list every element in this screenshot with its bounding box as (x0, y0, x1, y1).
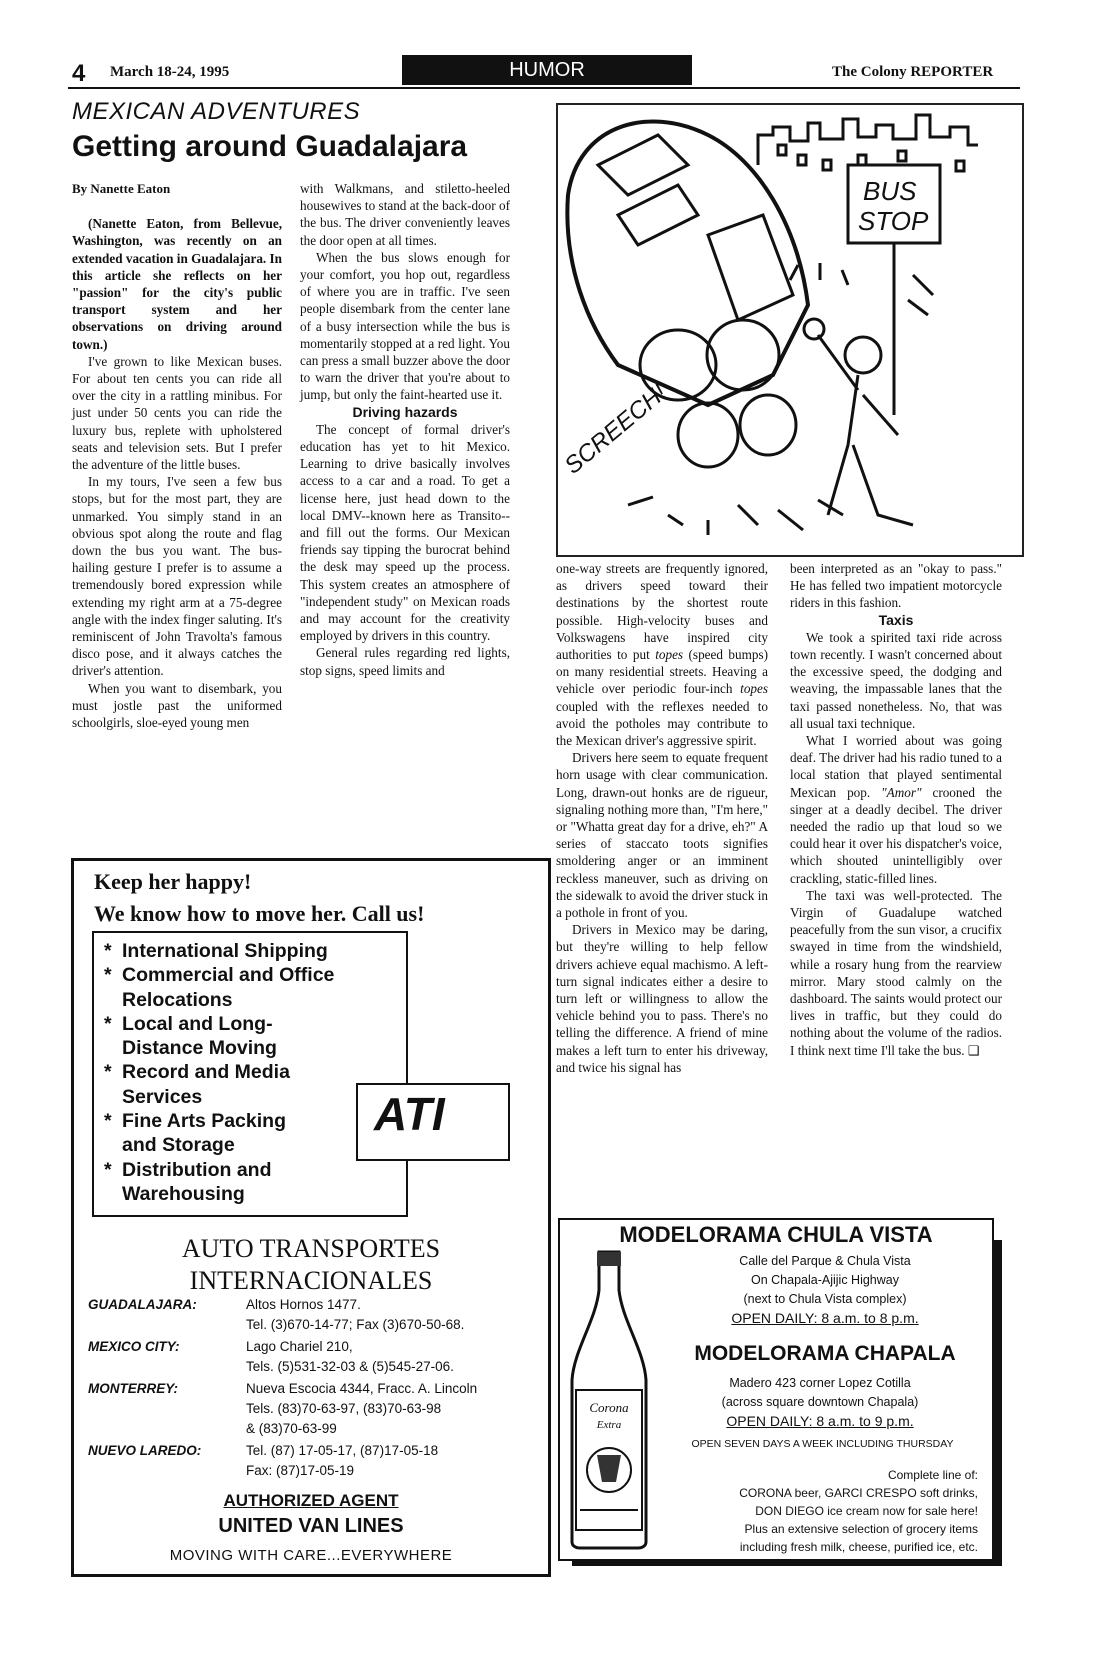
article-paragraph: General rules regarding red lights, stop signs, speed limits and (300, 645, 510, 678)
article-paragraph: When you want to disembark, you must jostle past the uniformed schoolgirls, sloe-eyed young men (72, 680, 282, 731)
open-note: OPEN SEVEN DAYS A WEEK INCLUDING THURSDAY (691, 1438, 954, 1450)
service-item (100, 988, 334, 1012)
service-continuation: and Storage (122, 1134, 235, 1157)
service-item: * Record and Media (100, 1060, 334, 1084)
amor-quote: "Amor" (881, 784, 922, 800)
products-line: DON DIEGO ice cream now for sale here! (755, 1504, 978, 1518)
ati-logo: ATI (374, 1088, 445, 1140)
office-line: Tel. (3)670-14-77; Fax (3)670-50-68. (246, 1317, 465, 1332)
ati-slogan: MOVING WITH CARE...EVERYWHERE (169, 1547, 453, 1564)
store1-hours: OPEN DAILY: 8 a.m. to 8 p.m. (731, 1310, 919, 1326)
article-paragraph: been interpreted as an "okay to pass." He has felled two impatient motorcycle riders in this fashion. (790, 561, 1002, 611)
bottle-label-extra: Extra (596, 1419, 622, 1431)
article-paragraph: We took a spirited taxi ride across town recently. I wasn't concerned about the excessive speed, the dodging and weaving, the impassable lanes that the taxi passed nonetheless. No, that was all usual taxi technique. (790, 629, 1002, 731)
service-item: * Distribution and (100, 1158, 334, 1182)
office-line: Lago Chariel 210, (246, 1339, 353, 1354)
text-span: crooned the singer at a deadly decibel. The driver needed the radio up that loud so we could hear it over his dispatcher's voice, which shouted unintelligibly over crackling, static-filled lines. (790, 784, 1002, 886)
end-mark-icon: ❑ (967, 1042, 980, 1058)
issue-date: March 18-24, 1995 (110, 64, 230, 80)
office-city: NUEVO LAREDO: (88, 1443, 202, 1458)
text-span: one-way streets are frequently ignored, as drivers speed toward their destinations by the shortest route possible. High-velocity buses and Volkswagens have inspired city authorities to put (556, 561, 768, 663)
article-paragraph: In my tours, I've seen a few bus stops, but for the most part, they are unmarked. You simply stand in an obvious spot along the route and flag down the bus you want. The bus-hailing gesture I prefer is to assume a tremendously bored expression while extending my right arm at a 75-degree angle with the index finger saluting. It's reminiscent of John Travolta's famous disco pose, and it always catches the driver's attention. (72, 474, 282, 679)
store1-address-1: Calle del Parque & Chula Vista (739, 1254, 911, 1268)
modelorama-advertisement (558, 1218, 994, 1561)
corona-bottle-illustration (566, 1250, 652, 1550)
service-continuation: Warehousing (122, 1182, 245, 1205)
article-paragraph: Drivers in Mexico may be daring, but they're willing to help fellow drivers achieve equal machismo. A left-turn signal indicates either a desire to turn left or willingness to allow the vehicle behind you to pass. There's no telling the difference. A friend of mine makes a left turn to enter his driveway, and twice his signal has (556, 922, 768, 1075)
office-line: Fax: (87)17-05-19 (246, 1463, 355, 1478)
store2-name: MODELORAMA CHAPALA (694, 1342, 956, 1365)
service-item (100, 1036, 334, 1060)
service-continuation: Distance Moving (122, 1037, 277, 1060)
ati-agent-name: UNITED VAN LINES (218, 1515, 404, 1537)
office-city: MONTERREY: (88, 1381, 179, 1396)
topes-term: topes (655, 647, 684, 663)
store1-address-2: On Chapala-Ajijic Highway (751, 1273, 899, 1287)
article-paragraph: with Walkmans, and stiletto-heeled housewives to stand at the back-door of the bus. The driver conveniently leaves the door open at all times. (300, 181, 510, 248)
service-item: * International Shipping (100, 939, 334, 963)
article-paragraph (556, 560, 768, 749)
article-column-1 (72, 180, 282, 731)
ati-advertisement (71, 858, 551, 1577)
office-line: Altos Hornos 1477. (246, 1297, 361, 1312)
store1-name: MODELORAMA CHULA VISTA (619, 1222, 933, 1247)
service-continuation: Services (122, 1085, 203, 1108)
bus-stop-sign-line1: BUS (863, 176, 917, 206)
office-line: & (83)70-63-99 (246, 1421, 337, 1436)
service-continuation: Relocations (122, 988, 233, 1011)
topes-term: topes (740, 681, 768, 697)
service-item (100, 1085, 334, 1109)
article-column-3 (556, 560, 768, 1076)
article-headline: Getting around Guadalajara (72, 130, 468, 163)
ati-tagline-2: We know how to move her. Call us! (94, 901, 425, 926)
byline: By Nanette Eaton (72, 181, 171, 196)
article-intro: (Nanette Eaton, from Bellevue, Washington, was recently on an extended vacation in Guadalajara. In this article she reflects on her "passion" for the city's public transport system and her observations on driving around town.) (72, 216, 282, 352)
products-line: Plus an extensive selection of grocery items (744, 1522, 978, 1536)
text-span: (speed bumps) on many residential streets. Heaving a vehicle over periodic four-inch (556, 647, 768, 697)
ati-company-line-2: INTERNACIONALES (189, 1266, 433, 1295)
bus-stop-sign-line2: STOP (858, 206, 929, 236)
ati-services-box (92, 931, 408, 1217)
store2-hours: OPEN DAILY: 8 a.m. to 9 p.m. (726, 1413, 914, 1429)
ati-services-list (100, 939, 334, 1206)
products-line: including fresh milk, cheese, purified ice, etc. (739, 1540, 978, 1554)
store2-address-1: Madero 423 corner Lopez Cotilla (729, 1376, 911, 1390)
office-line: Tel. (87) 17-05-17, (87)17-05-18 (246, 1443, 439, 1458)
products-line: Complete line of: (887, 1468, 978, 1482)
service-item: * Commercial and Office (100, 963, 334, 987)
article-paragraph: I've grown to like Mexican buses. For about ten cents you can ride all over the city in a rattling minibus. For just under 50 cents you can ride the luxury bus, replete with upholstered seats and television sets. But I prefer the adventure of the little buses. (72, 353, 282, 473)
products-line: CORONA beer, GARCI CRESPO soft drinks, (739, 1486, 978, 1500)
bottle-label-brand: Corona (589, 1400, 629, 1415)
text-span: The taxi was well-protected. The Virgin of Guadalupe watched peacefully from the sun visor, a crucifix swayed in time from the windshield, while a rosary hung from the rearview mirror. Mary stood calmly on the dashboard. The saints would protect our lives in traffic, but they could do nothing about the volume of the radios. I think next time I'll take the bus. (790, 887, 1002, 1058)
article-paragraph (790, 732, 1002, 887)
text-span: What I worried about was going deaf. The driver had his radio tuned to a local station that played sentimental Mexican pop. (790, 733, 1002, 800)
office-line: Nueva Escocia 4344, Fracc. A. Lincoln (246, 1381, 478, 1396)
bus-cartoon-drawing (558, 105, 1022, 555)
service-item (100, 1182, 334, 1206)
subhead-driving-hazards: Driving hazards (352, 403, 458, 420)
service-item: * Fine Arts Packing (100, 1109, 334, 1133)
article-kicker: MEXICAN ADVENTURES (72, 98, 361, 125)
screech-sound: SCREECH! (559, 379, 672, 480)
service-item (100, 1133, 334, 1157)
subhead-taxis: Taxis (878, 611, 914, 628)
article-paragraph: The concept of formal driver's education has yet to hit Mexico. Learning to drive basically involves access to a car and a road. To get a license here, just head down to the local DMV--known here as Transito--and fill out the forms. Our Mexican friends say tipping the burocrat behind the desk may speed up the process. This system creates an atmosphere of "independent study" on Mexican roads and may account for the creativity employed by drivers in this country. (300, 421, 510, 644)
newspaper-name: The Colony REPORTER (832, 64, 994, 80)
store2-address-2: (across square downtown Chapala) (721, 1395, 919, 1409)
office-line: Tels. (83)70-63-97, (83)70-63-98 (246, 1401, 442, 1416)
article-column-2 (300, 180, 510, 679)
ati-agent-label: AUTHORIZED AGENT (223, 1491, 399, 1510)
office-city: MEXICO CITY: (88, 1339, 180, 1354)
text-span: coupled with the reflexes needed to avoid the potholes may contribute to the Mexican driver's aggressive spirit. (556, 698, 768, 749)
store1-address-3: (next to Chula Vista complex) (743, 1292, 907, 1306)
ati-company-line-1: AUTO TRANSPORTES (181, 1234, 441, 1263)
header-rule (68, 87, 1020, 89)
office-line: Tels. (5)531-32-03 & (5)545-27-06. (246, 1359, 454, 1374)
article-column-4 (790, 560, 1002, 1059)
article-paragraph (790, 887, 1002, 1059)
service-item: * Local and Long- (100, 1012, 334, 1036)
bus-cartoon (556, 103, 1024, 557)
article-paragraph: When the bus slows enough for your comfort, you hop out, regardless of where you are in traffic. I've seen people disembark from the center lane of a busy intersection while the bus is momentarily stopped at a red light. You can press a small buzzer above the door to warn the driver that you're about to jump, but only the faint-hearted use it. (300, 249, 510, 403)
section-label: HUMOR (402, 55, 692, 85)
office-city: GUADALAJARA: (88, 1297, 197, 1312)
page-number: 4 (72, 60, 86, 87)
article-paragraph: Drivers here seem to equate frequent horn usage with clear communication. Long, drawn-out honks are de rigueur, signaling nothing more than, "I'm here," or "Whatta great day for a drive, eh?" A series of staccato toots signifies smoldering anger or an imminent reckless maneuver, such as driving on the sidewalk to avoid the driver stuck in a pothole in front of you. (556, 750, 769, 921)
ati-tagline-1: Keep her happy! (94, 869, 252, 894)
